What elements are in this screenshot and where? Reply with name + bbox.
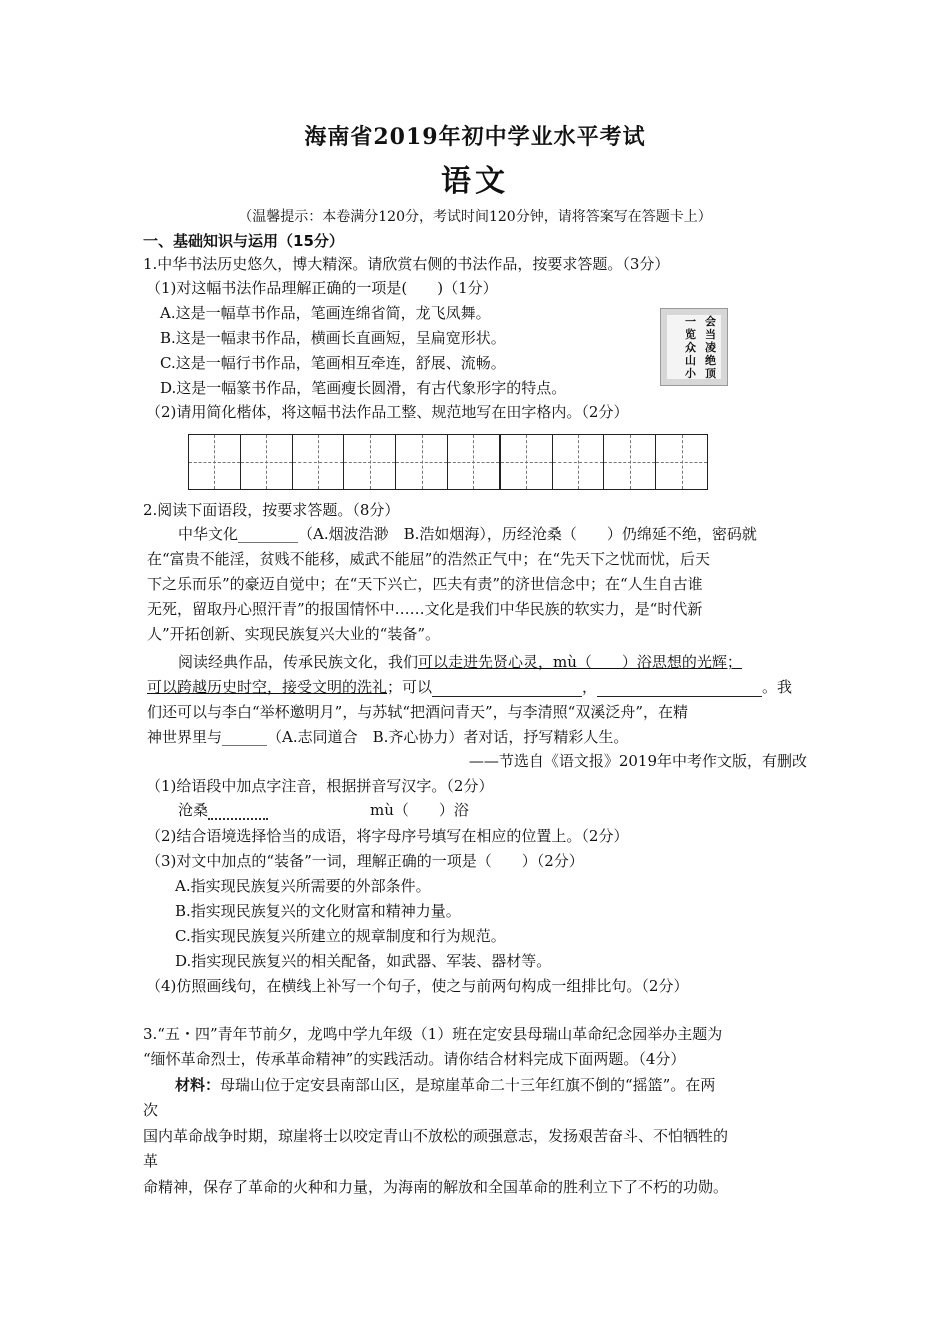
grid-cell[interactable] — [189, 435, 241, 489]
grid-cell[interactable] — [604, 435, 656, 489]
q2-sub1-word1 — [178, 800, 268, 820]
q2-p1-line: 中华文化________（A.烟波浩渺 B.浩如烟海），历经沧桑（ ）仍绵延不绝，密码就 — [178, 525, 757, 543]
q2-option-b: B.指实现民族复兴的文化财富和精神力量。 — [175, 902, 461, 920]
grid-cell[interactable] — [501, 435, 553, 489]
q2-p1-line: 人”开拓创新、实现民族复兴大业的“装备”。 — [147, 625, 441, 643]
q2-sub4: （4)仿照画线句，在横线上补写一个句子，使之与前两句构成一组排比句。（2分） — [146, 977, 689, 995]
q1-option-d: D.这是一幅篆书作品，笔画瘦长圆滑，有古代象形字的特点。 — [160, 379, 567, 397]
q2-p2-line1 — [178, 652, 742, 672]
q2-p2-line4: 神世界里与______（A.志同道合 B.齐心协力）者对话，抒写精彩人生。 — [147, 728, 629, 746]
answer-blank[interactable] — [597, 681, 762, 697]
calligraphy-col2: 一览众山小 — [685, 315, 696, 380]
q2-option-d: D.指实现民族复兴的相关配备，如武器、军装、器材等。 — [175, 952, 552, 970]
q1-option-a: A.这是一幅草书作品，笔画连绵省简，龙飞凤舞。 — [160, 304, 491, 322]
q2-sub1: （1)给语段中加点字注音，根据拼音写汉字。（2分） — [146, 777, 494, 795]
q1-option-b: B.这是一幅隶书作品，横画长直画短，呈扁宽形状。 — [160, 329, 506, 347]
q2-sub3: （3)对文中加点的“装备”一词，理解正确的一项是（ ）（2分） — [146, 852, 584, 870]
q3-line2: “缅怀革命烈士，传承革命精神”的实践活动。请你结合材料完成下面两题。（4分） — [143, 1050, 686, 1068]
q3-line1: 3.“五・四”青年节前夕，龙鸣中学九年级（1）班在定安县母瑞山革命纪念园举办主题为 — [143, 1025, 723, 1043]
q3-material-line2: 国内革命战争时期，琼崖将士以咬定青山不放松的顽强意志，发扬艰苦奋斗、不怕牺牲的 — [143, 1127, 729, 1145]
q2-p1-line: 在“富贵不能淫，贫贱不能移，威武不能屈”的浩然正气中；在“先天下之忧而忧，后天 — [147, 550, 711, 568]
pinyin-blank[interactable] — [208, 804, 268, 820]
grid-cell[interactable] — [241, 435, 293, 489]
exam-title: 海南省2019年初中学业水平考试 — [304, 124, 646, 150]
q1-stem: 1.中华书法历史悠久，博大精深。请欣赏右侧的书法作品，按要求答题。（3分） — [143, 255, 670, 273]
grid-cell[interactable] — [396, 435, 448, 489]
calligraphy-image — [660, 308, 728, 386]
q2-sub2: （2)结合语境选择恰当的成语，将字母序号填写在相应的位置上。（2分） — [146, 827, 629, 845]
q2-option-c: C.指实现民族复兴所建立的规章制度和行为规范。 — [175, 927, 506, 945]
q3-material-line3: 命精神，保存了革命的火种和力量，为海南的解放和全国革命的胜利立下了不朽的功勋。 — [143, 1178, 729, 1196]
exam-tip: （温馨提示：本卷满分120分，考试时间120分钟，请将答案写在答题卡上） — [238, 209, 712, 225]
answer-blank[interactable] — [432, 681, 582, 697]
material-label: 材料： — [175, 1076, 221, 1094]
grid-cell[interactable] — [656, 435, 707, 489]
grid-cell[interactable] — [293, 435, 345, 489]
q2-p2-line2 — [147, 677, 792, 697]
q2-p1-line: 无死，留取丹心照汗青”的报国情怀中……文化是我们中华民族的软实力，是“时代新 — [147, 600, 703, 618]
grid-cell[interactable] — [344, 435, 396, 489]
q2-source: ——节选自《语文报》2019年中考作文版，有删改 — [468, 752, 807, 770]
section-heading: 一、基础知识与运用（15分） — [143, 232, 344, 250]
q2-p2-line3: 们还可以与李白“举杯邀明月”，与苏轼“把酒问青天”，与李清照“双溪泛舟”，在精 — [147, 703, 689, 721]
q3-material-wrap: 革 — [143, 1152, 159, 1170]
word-cangsang: 沧桑 — [178, 801, 209, 819]
q2-option-a: A.指实现民族复兴所需要的外部条件。 — [175, 877, 431, 895]
tianzige-grid[interactable] — [188, 434, 708, 490]
q3-material-line1 — [175, 1075, 715, 1095]
material-text: 母瑞山位于定安县南部山区，是琼崖革命二十三年红旗不倒的“摇篮”。在两 — [220, 1076, 716, 1094]
calligraphy-col1: 会当凌绝顶 — [705, 315, 716, 380]
q2-p2-text: ；可以 — [387, 678, 433, 696]
q2-underlined-sentence: 可以走进先贤心灵，mù（ ）浴思想的光辉； — [418, 653, 742, 671]
grid-cell[interactable] — [448, 435, 501, 489]
q2-p2-text: 阅读经典作品，传承民族文化，我们 — [178, 653, 419, 671]
q2-p2-text: ， — [582, 678, 598, 696]
q2-p2-text: 。我 — [762, 678, 793, 696]
q2-stem: 2.阅读下面语段，按要求答题。（8分） — [143, 501, 400, 519]
q2-underlined-sentence: 可以跨越历史时空，接受文明的洗礼 — [147, 678, 388, 696]
q1-sub1: （1)对这幅书法作品理解正确的一项是( )（1分） — [146, 279, 498, 297]
q2-p1-line: 下之乐而乐”的豪迈自觉中；在“天下兴亡，匹夫有责”的济世信念中；在“人生自古谁 — [147, 575, 703, 593]
q2-sub1-word2: mù（ ）浴 — [370, 801, 469, 819]
subject-title: 语文 — [441, 164, 509, 199]
q3-material-wrap: 次 — [143, 1101, 159, 1119]
q1-sub2: （2)请用简化楷体，将这幅书法作品工整、规范地写在田字格内。（2分） — [146, 403, 629, 421]
q1-option-c: C.这是一幅行书作品，笔画相互牵连，舒展、流畅。 — [160, 354, 506, 372]
grid-cell[interactable] — [553, 435, 605, 489]
